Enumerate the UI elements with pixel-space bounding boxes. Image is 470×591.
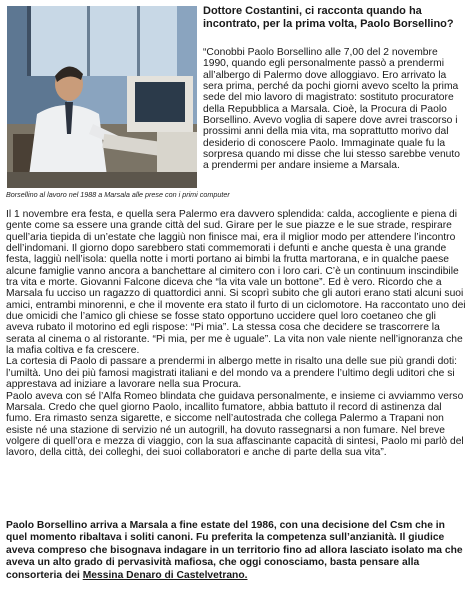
closing-paragraph (6, 520, 466, 582)
borsellino-photo (7, 6, 197, 188)
body-paragraph-3: Paolo aveva con sé l’Alfa Romeo blindata che guidava personalmente, e insieme ci avviammo verso Marsala. Credo che quel giorno Paolo, incallito fumatore, abbia battuto il record di astinenza dal fumo. Era rimasto senza sigarette, e siccome nell’autostrada che collega Palermo a Trapani non esiste né una stazione di servizio né un autogrill, ha dovuto rassegnarsi a non fumare. Nel breve volgere di quell’ora e mezza di viaggio, con la sua affascinante capacità di sintesi, Paolo mi parlò del lavoro, della città, dei colleghi, dei suoi collaboratori e anche di parte della sua vita”. (6, 390, 464, 459)
closing-text-body: Paolo Borsellino arriva a Marsala a fine estate del 1986, con una decisione del Csm che in quel momento ribaltava i soliti canoni. Fu preferita la competenza sull’anzianità. Il giudice aveva compreso che bisognava indagare in un territorio fino ad allora lasciato isolato ma che aveva un alto grado di pervasività mafiosa, che oggi conosciamo, basta pensare alla consorteria dei (6, 520, 463, 581)
interview-question: Dottore Costantini, ci racconta quando ha incontrato, per la prima volta, Paolo Borsellino? (203, 5, 454, 31)
photo-illustration (7, 6, 197, 188)
closing-underlined-phrase: Messina Denaro di Castelvetrano. (82, 569, 248, 581)
photo-caption: Borsellino al lavoro nel 1988 a Marsala alle prese con i primi computer (6, 190, 230, 199)
quote-text: “Conobbi Paolo Borsellino alle 7,00 del 2 novembre 1990, quando egli personalmente passò a prendermi all’albergo di Palermo dove alloggiavo. Ero arrivato la sera prima, perché da pochi giorni avevo scelto la prima sede del mio lavoro di magistrato: sostituto procuratore della Repubblica a Marsala. Cioè, la Procura di Paolo Borsellino. Avevo voglia di sapere dove avrei trascorso i prossimi anni della mia vita, ma soprattutto morivo dal desiderio di conoscere Paolo. Immaginate quale fu la sorpresa quando mi disse che lui stesso sarebbe venuto a prendermi per andare insieme a Marsala. (203, 47, 460, 172)
closing-text (6, 520, 466, 582)
article-body (6, 209, 466, 459)
quote-paragraph (203, 47, 465, 172)
body-paragraph-2: La cortesia di Paolo di passare a prendermi in albergo mette in risalto una delle sue più grandi doti: l’umiltà. Uno dei più famosi magistrati italiani e del mondo va a prendere l’ultimo degli uditori che si apprestava ad iniziare a lavorare nella sua Procura. (6, 356, 458, 391)
body-paragraph-1: Il 1 novembre era festa, e quella sera Palermo era davvero splendida: calda, accogliente e piena di gente come sa essere una grande città del sud. Girare per le sue piazze e le sue strade, respirare quell’aria tiepida di un’estate che laggiù non finisce mai, era il miglior modo per attendere l’incontro dell’indomani. Il giorno dopo sarebbero stati commemorati i defunti e anche questa è una grande festa, laggiù nell’isola: quella notte i morti portano ai bimbi la frutta martorana, e in qualche paese alcune famiglie vanno ancora a banchettare al cimitero con i loro cari. C’è un continuum inscindibile tra vita e morte. Giovanni Falcone diceva che “la vita vale un bottone”. Ed è vero. Ricordo che a Marsala fu ucciso un ragazzo di quattordici anni. Si scoprì subito che gli autori erano stati alcuni suoi amici, entrambi minorenni, e che il movente era stato il furto di un ciclomotore. Ha raccontato uno dei due omicidi che l’amico gli chiese se fosse stato opportuno uccidere quel loro coetaneo che gli aveva rubato il motorino ed egli rispose: “Pi mia”. La stessa cosa che decidere se trascorrere la serata al cinema o al ristorante. “Pi mia, per me è uguale”. La vita non vale niente nell’ignoranza che la mafia coltiva e fa crescere. (6, 209, 466, 357)
